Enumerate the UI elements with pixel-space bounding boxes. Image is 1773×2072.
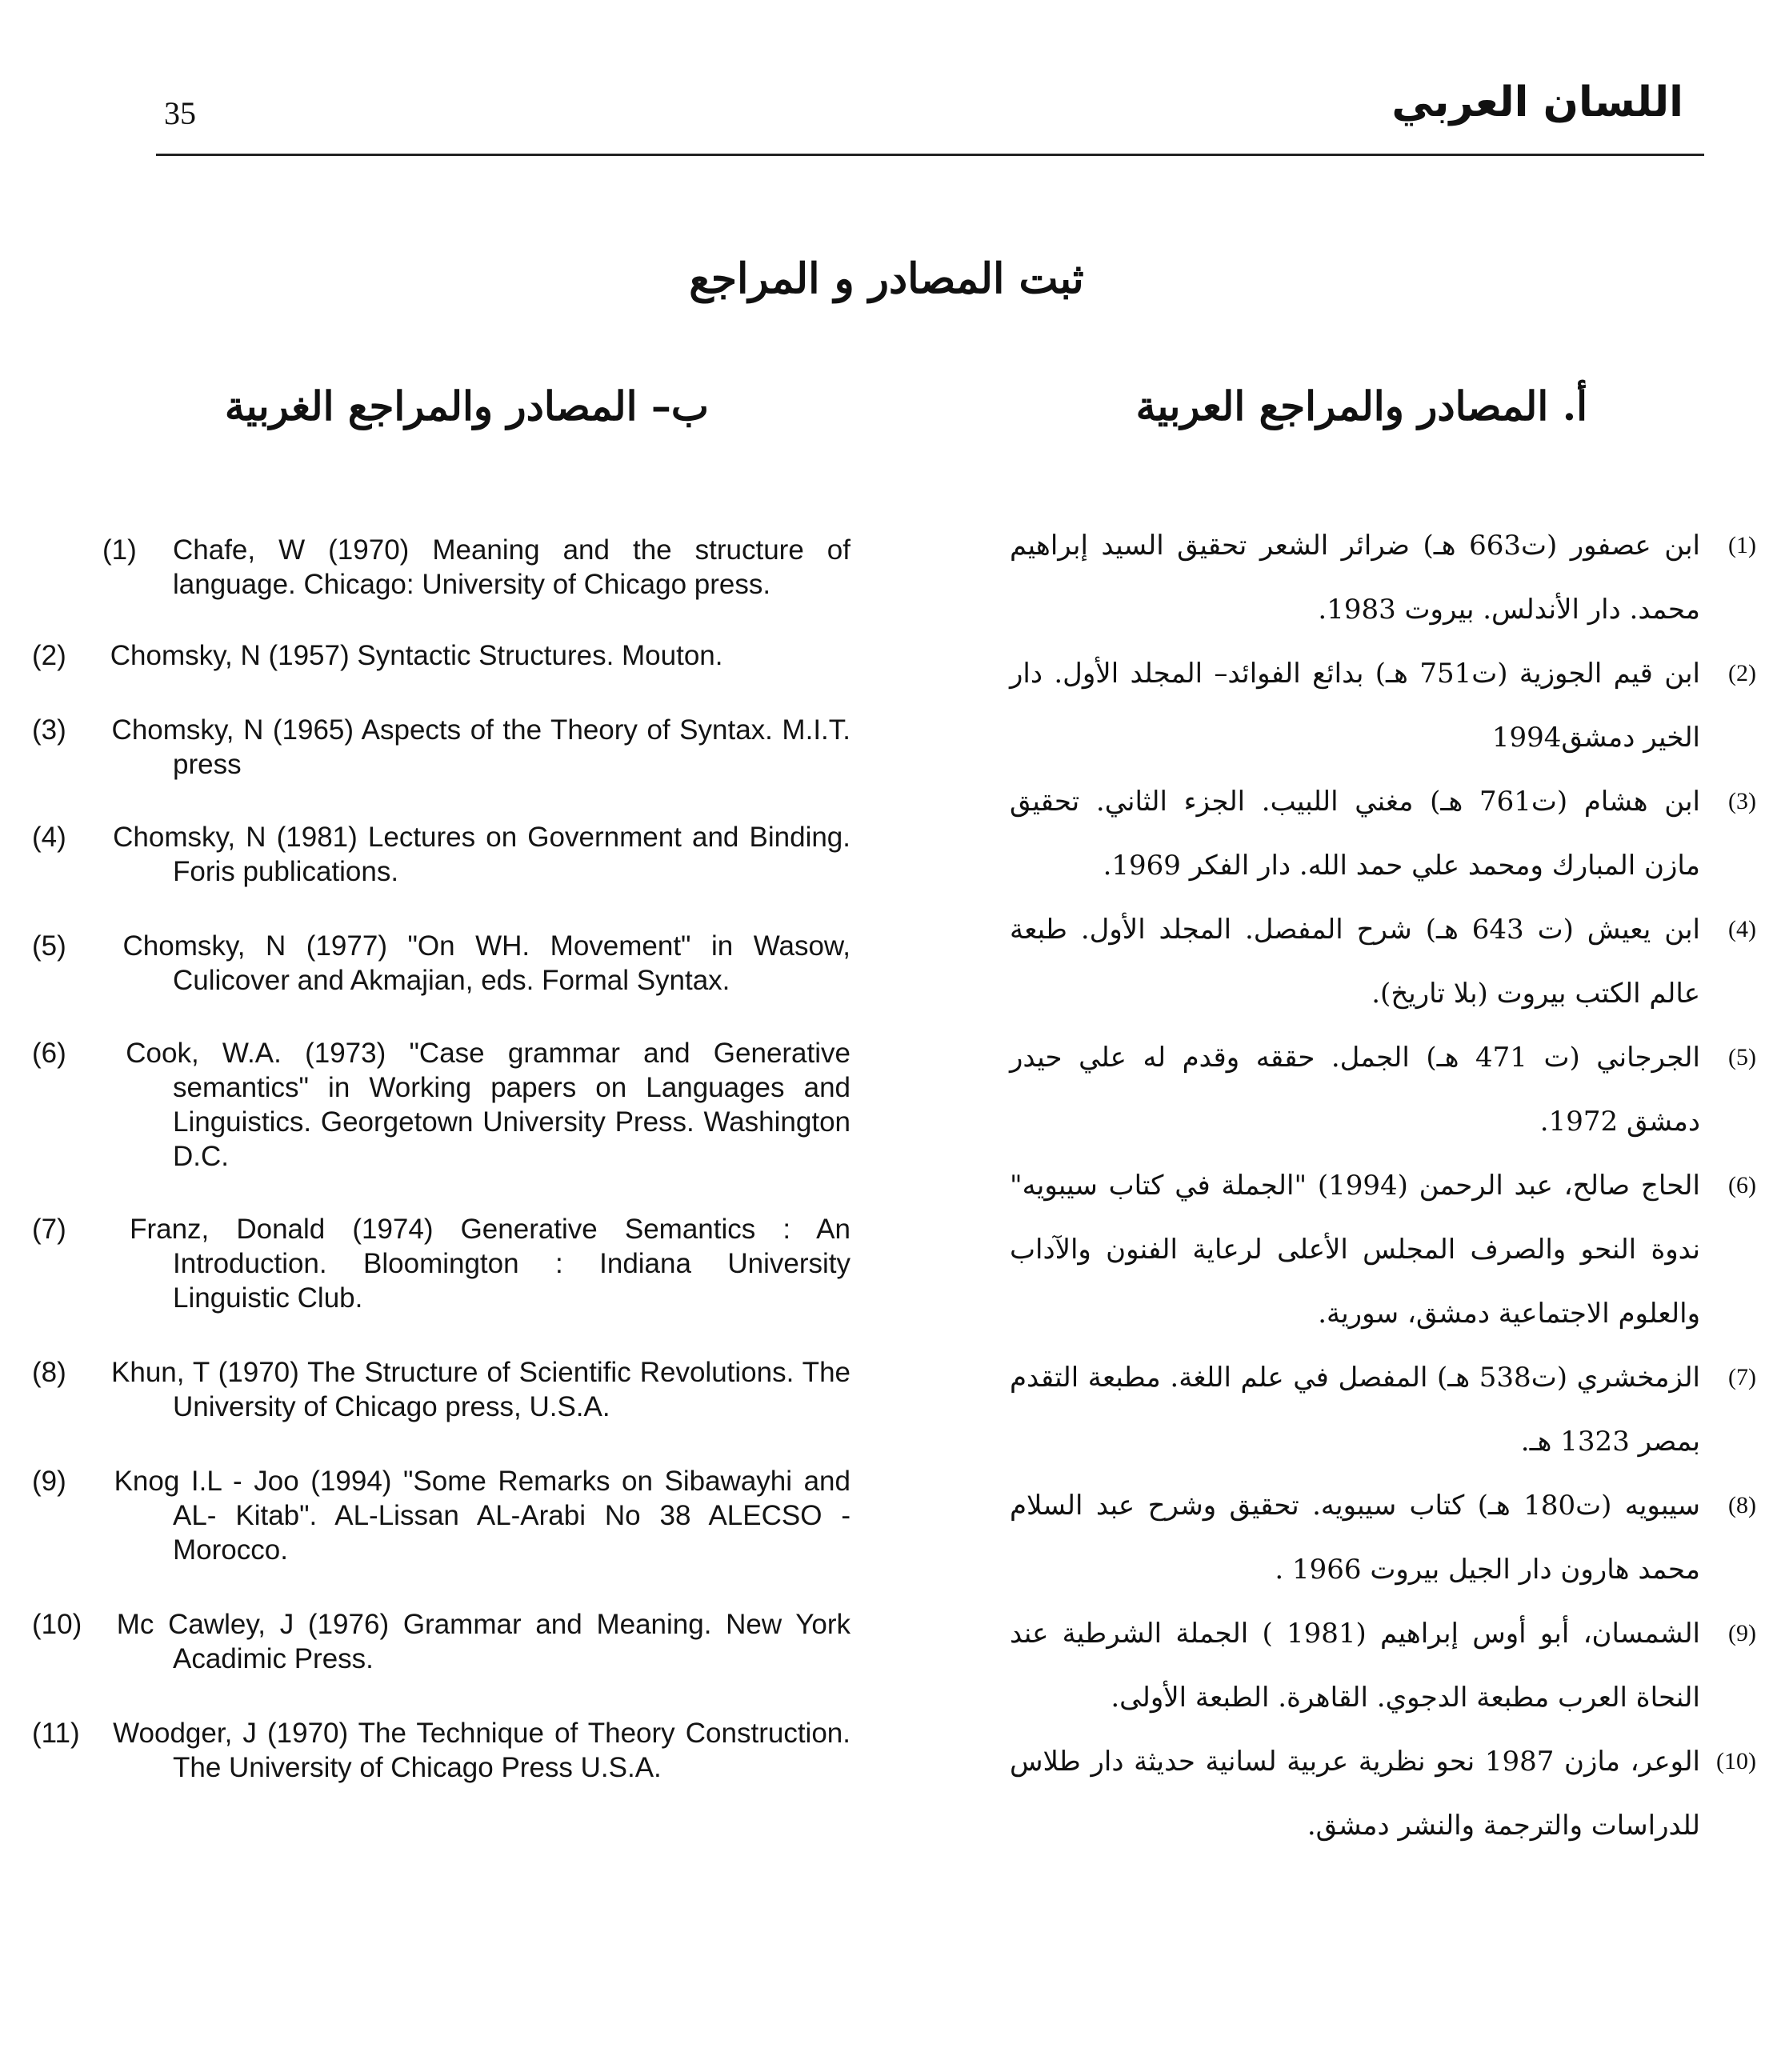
reference-item: (10) Mc Cawley, J (1976) Grammar and Meaning. New York Acadimic Press. (32, 1609, 851, 1674)
reference-item: (7) Franz, Donald (1974) Generative Semantics : An Introduction. Bloomington : Indiana University Linguistic Club. (32, 1214, 850, 1314)
reference-text: ابن يعيش (ت 643 هـ) شرح المفصل. المجلد الأول. طبعة عالم الكتب بيروت (بلا تاريخ). (1010, 914, 1700, 1010)
reference-item (1010, 1026, 1756, 1154)
reference-item (1010, 1346, 1756, 1474)
reference-text: ابن هشام (ت761 هـ) مغني اللبيب. الجزء الثاني. تحقيق مازن المبارك ومحمد علي حمد الله. دار الفكر 1969. (1010, 786, 1701, 882)
reference-text: Mc Cawley, J (1976) Grammar and Meaning. New York Acadimic Press. (116, 1609, 851, 1674)
journal-logo: اللسان العربي (1391, 78, 1683, 126)
reference-number: (10) (1716, 1748, 1756, 1774)
reference-item: (8) Khun, T (1970) The Structure of Scientific Revolutions. The University of Chicago press, U.S.A. (32, 1357, 850, 1422)
reference-item (1010, 1602, 1756, 1730)
reference-item: (3) Chomsky, N (1965) Aspects of the Theory of Syntax. M.I.T. press (32, 714, 850, 780)
reference-item (1010, 514, 1756, 642)
reference-number: (4) (1728, 916, 1756, 942)
reference-item (1010, 1730, 1756, 1858)
reference-item: (4) Chomsky, N (1981) Lectures on Government and Binding. Foris publications. (32, 822, 850, 887)
reference-text: Khun, T (1970) The Structure of Scientific Revolutions. The University of Chicago press, U.S.A. (111, 1357, 850, 1422)
reference-text: Woodger, J (1970) The Technique of Theory Construction. The University of Chicago Press U.S.A. (113, 1718, 850, 1783)
reference-item: (5) Chomsky, N (1977) "On WH. Movement" in Wasow, Culicover and Akmajian, eds. Formal Syntax. (32, 930, 850, 996)
reference-item (1010, 1474, 1756, 1602)
reference-item (102, 533, 850, 602)
reference-item: (6) Cook, W.A. (1973) "Case grammar and Generative semantics" in Working papers on Languages and Linguistics. Georgetown University Press. Washington D.C. (32, 1038, 850, 1172)
arabic-reference-list (1010, 514, 1756, 1858)
reference-number: (8) (1728, 1492, 1756, 1518)
reference-item: (9) Knog I.L - Joo (1994) "Some Remarks on Sibawayhi and AL- Kitab". AL-Lissan AL-Arabi No 38 ALECSO - Morocco. (32, 1466, 850, 1566)
reference-item: (2) Chomsky, N (1957) Syntactic Structures. Mouton. (32, 640, 723, 671)
reference-number: (5) (1728, 1044, 1756, 1070)
page-title: ثبت المصادر و المراجع (689, 254, 1084, 303)
arabic-sources-heading: أ. المصادر والمراجع العربية (1135, 382, 1587, 430)
reference-number: (1) (102, 534, 137, 566)
header-rule (156, 154, 1704, 156)
reference-text: Cook, W.A. (1973) "Case grammar and Generative semantics" in Working papers on Languages and Linguistics. Georgetown University Press. Washington D.C. (126, 1038, 850, 1172)
reference-number: (7) (1728, 1364, 1756, 1390)
reference-text: Chomsky, N (1965) Aspects of the Theory of Syntax. M.I.T. press (111, 714, 850, 780)
reference-number: (9) (1728, 1620, 1756, 1646)
reference-text: الوعر، مازن 1987 نحو نظرية عربية لسانية حديثة دار طلاس للدراسات والترجمة والنشر دمشق. (1010, 1746, 1700, 1842)
reference-number: (6) (1728, 1172, 1756, 1198)
reference-text: Chomsky, N (1977) "On WH. Movement" in Wasow, Culicover and Akmajian, eds. Formal Syntax. (122, 930, 850, 996)
reference-text: Chafe, W (1970) Meaning and the structure of language. Chicago: University of Chicago press. (173, 534, 850, 600)
reference-item (1010, 1154, 1756, 1346)
reference-item (1010, 898, 1756, 1026)
reference-text: الحاج صالح، عبد الرحمن (1994) "الجملة في كتاب سيبويه" ندوة النحو والصرف المجلس الأعلى لرعاية الفنون والآداب والعلوم الاجتماعية دمشق، سورية. (1010, 1170, 1700, 1330)
reference-text: سيبويه (ت180 هـ) كتاب سيبويه. تحقيق وشرح عبد السلام محمد هارون دار الجيل بيروت 1966 . (1010, 1490, 1700, 1586)
reference-text: الجرجاني (ت 471 هـ) الجمل. حققه وقدم له علي حيدر دمشق 1972. (1010, 1042, 1700, 1138)
reference-text: الشمسان، أبو أوس إبراهيم (1981 ) الجملة الشرطية عند النحاة العرب مطبعة الدجوي. القاهرة. الطبعة الأولى. (1010, 1618, 1700, 1714)
reference-number: (2) (1728, 660, 1756, 686)
reference-number: (3) (1728, 788, 1756, 814)
western-sources-heading: ب– المصادر والمراجع الغربية (224, 382, 709, 430)
reference-text: ابن عصفور (ت663 هـ) ضرائر الشعر تحقيق السيد إبراهيم محمد. دار الأندلس. بيروت 1983. (1010, 530, 1700, 626)
reference-text: Chomsky, N (1957) Syntactic Structures. Mouton. (110, 640, 723, 671)
reference-item: (11) Woodger, J (1970) The Technique of Theory Construction. The University of Chicago Press U.S.A. (32, 1718, 850, 1783)
western-reference-list (32, 533, 851, 1785)
reference-item (1010, 642, 1756, 770)
reference-text: Knog I.L - Joo (1994) "Some Remarks on Sibawayhi and AL- Kitab". AL-Lissan AL-Arabi No 38 ALECSO - Morocco. (114, 1466, 850, 1566)
reference-item (1010, 770, 1756, 898)
reference-number: (1) (1728, 532, 1756, 558)
page-number: 35 (164, 95, 196, 131)
reference-text: Franz, Donald (1974) Generative Semantics : An Introduction. Bloomington : Indiana University Linguistic Club. (130, 1214, 850, 1314)
reference-text: Chomsky, N (1981) Lectures on Government and Binding. Foris publications. (113, 822, 850, 887)
reference-text: ابن قيم الجوزية (ت751 هـ) بدائع الفوائد– المجلد الأول. دار الخير دمشق1994 (1010, 658, 1700, 754)
reference-text: الزمخشري (ت538 هـ) المفصل في علم اللغة. مطبعة التقدم بمصر 1323 هـ. (1010, 1362, 1701, 1458)
